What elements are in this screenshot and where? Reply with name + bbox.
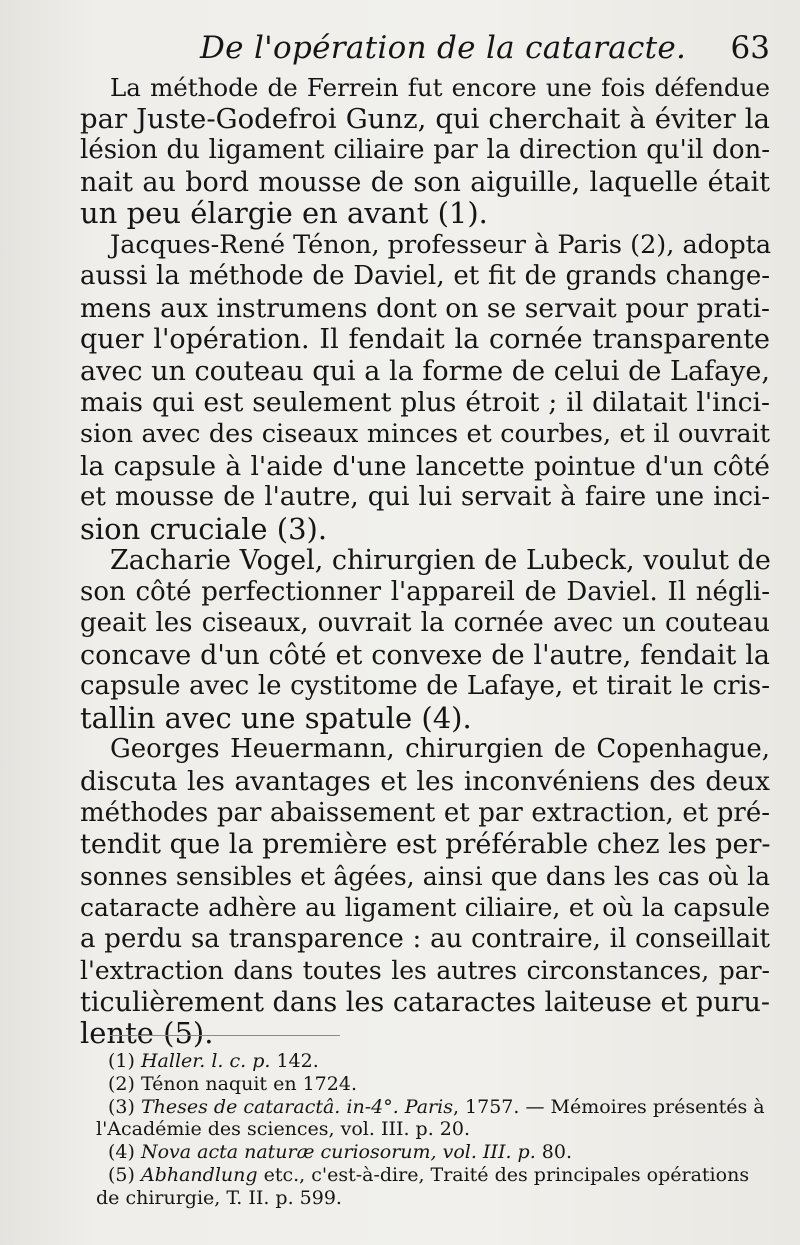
footnote-text: , 1757. — Mémoires présentés à <box>452 1095 765 1118</box>
paragraph-2 <box>80 230 770 545</box>
body-text <box>80 72 770 1050</box>
text-line: Jacques-René Ténon, professeur à Paris (2), adopta <box>110 229 772 260</box>
text-line: discuta les avantages et les inconvéniens des deux <box>80 766 770 798</box>
footnote-1 <box>96 1050 766 1073</box>
footnote-text: Nova acta naturæ curiosorum, vol. III. p. <box>140 1141 536 1164</box>
text-line: par Juste-Godefroi Gunz, qui cherchait à éviter la <box>80 102 770 135</box>
text-line: ticulièrement dans les cataractes laiteuse et puru- <box>80 986 770 1018</box>
paragraph-3 <box>80 545 770 734</box>
text-line: concave d'un côté et convexe de l'autre, fendait la <box>80 639 770 671</box>
text-line: tendit que la première est préférable chez les per- <box>80 829 771 861</box>
text-line: sion cruciale (3). <box>80 511 328 546</box>
footnote-5 <box>96 1164 766 1187</box>
text-line: tallin avec une spatule (4). <box>80 700 472 735</box>
text-line: Zacharie Vogel, chirurgien de Lubeck, voulut de <box>110 545 771 577</box>
footnote-mark: (5) <box>108 1163 135 1186</box>
text-line: mais qui est seulement plus étroit ; il dilatait l'inci- <box>80 387 770 419</box>
text-line: sonnes sensibles et âgées, ainsi que dans les cas où la <box>80 861 770 891</box>
footnote-5-continuation: de chirurgie, T. II. p. 599. <box>96 1186 342 1209</box>
footnote-divider <box>110 1035 340 1036</box>
text-line: a perdu sa transparence : au contraire, il conseillait <box>80 923 770 954</box>
text-line: sion avec des ciseaux minces et courbes, et il ouvrait <box>80 419 770 450</box>
footnotes <box>96 1050 766 1210</box>
text-line: capsule avec le cystitome de Lafaye, et tirait le cris- <box>80 671 770 702</box>
text-line: La méthode de Ferrein fut encore une fois défendue <box>110 73 770 102</box>
text-line: nait au bord mousse de son aiguille, laquelle était <box>80 166 770 198</box>
text-line: méthodes par abaissement et par extraction, et pré- <box>80 797 770 828</box>
text-line: lésion du ligament ciliaire par la direction qu'il don- <box>80 135 770 166</box>
text-line: l'extraction dans toutes les autres circonstances, par- <box>80 956 770 986</box>
paragraph-1 <box>80 72 770 230</box>
footnote-text: Theses de cataractâ. in-4°. Paris <box>140 1095 453 1118</box>
page-header <box>80 30 770 70</box>
text-line: Georges Heuermann, chirurgien de Copenhague, <box>110 734 770 765</box>
footnote-mark: (1) <box>108 1050 135 1072</box>
footnote-text: Ténon naquit en 1724. <box>140 1072 357 1095</box>
text-line: lente (5). <box>80 1016 214 1051</box>
footnote-text: 142. <box>270 1050 319 1072</box>
text-line: la capsule à l'aide d'une lancette pointue d'un côté <box>80 450 770 482</box>
text-line: quer l'opération. Il fendait la cornée transparente <box>80 324 770 356</box>
text-line: cataracte adhère au ligament ciliaire, et où la capsule <box>80 893 770 923</box>
text-line: son côté perfectionner l'appareil de Daviel. Il négli- <box>80 576 770 607</box>
footnote-text: Abhandlung <box>140 1163 258 1186</box>
footnote-mark: (2) <box>108 1072 135 1095</box>
text-line: et mousse de l'autre, qui lui servait à faire une inci- <box>80 482 770 513</box>
footnote-text: Haller. l. c. p. <box>140 1050 271 1072</box>
footnote-text: 80. <box>535 1141 572 1164</box>
footnote-mark: (3) <box>108 1095 135 1118</box>
paragraph-4 <box>80 734 770 1049</box>
text-line: mens aux instrumens dont on se servait pour prati- <box>80 292 770 324</box>
text-line: geait les ciseaux, ouvrait la cornée avec un couteau <box>80 608 770 639</box>
text-line: avec un couteau qui a la forme de celui de Lafaye, <box>80 355 770 387</box>
text-line: aussi la méthode de Daviel, et fit de grands change- <box>80 261 770 292</box>
running-title: De l'opération de la cataracte. <box>200 30 687 66</box>
footnote-text: etc., c'est-à-dire, Traité des principales opérations <box>257 1163 750 1186</box>
footnote-4 <box>96 1141 766 1164</box>
footnote-2 <box>96 1073 766 1096</box>
footnote-3 <box>96 1096 766 1119</box>
text-line: un peu élargie en avant (1). <box>80 196 488 231</box>
footnote-mark: (4) <box>108 1141 135 1164</box>
footnote-3-continuation: l'Académie des sciences, vol. III. p. 20. <box>96 1118 471 1141</box>
page-number: 63 <box>730 30 770 66</box>
